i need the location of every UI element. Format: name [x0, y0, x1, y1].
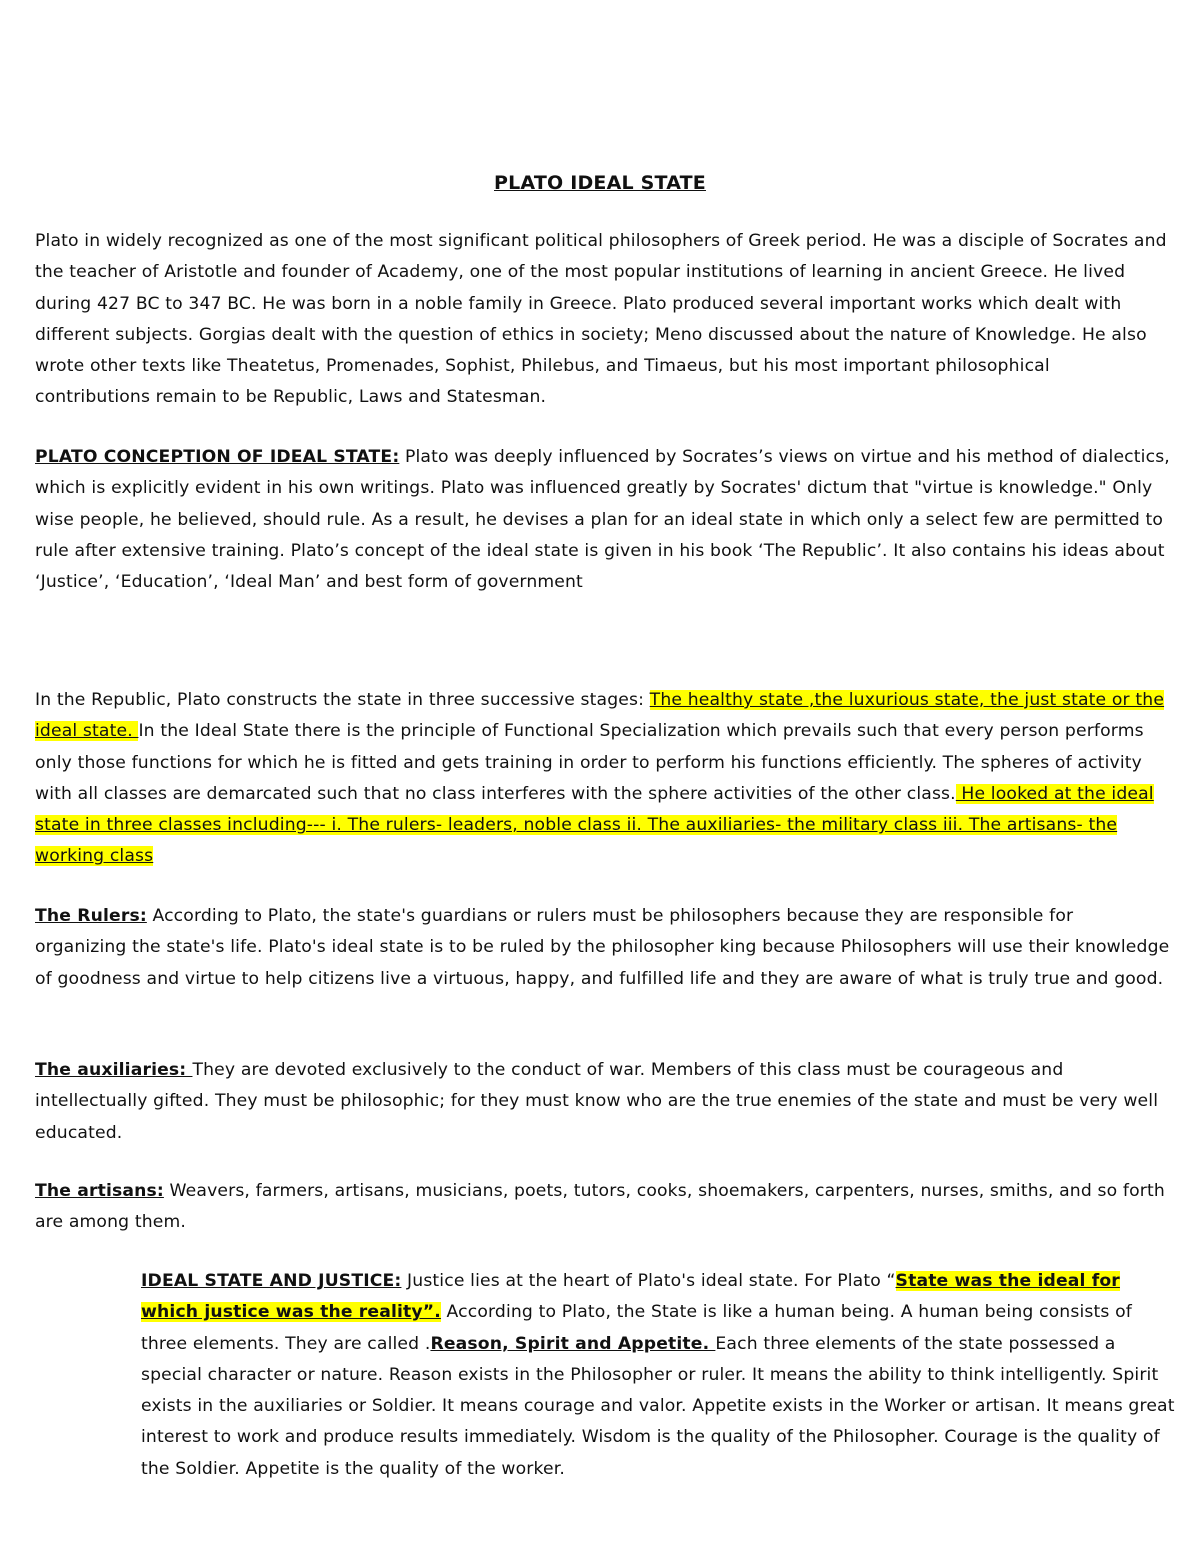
artisans-text: Weavers, farmers, artisans, musicians, poets, tutors, cooks, shoemakers, carpenters, nurses, smiths, and so forth are among them.: [35, 1181, 1165, 1233]
justice-quote-highlight: State was the ideal for which justice was the reality”.: [141, 1271, 1120, 1323]
conception-heading: PLATO CONCEPTION OF IDEAL STATE:: [35, 447, 400, 467]
republic-paragraph: [35, 685, 1170, 873]
justice-heading: IDEAL STATE AND JUSTICE:: [141, 1271, 402, 1291]
rulers-text: According to Plato, the state's guardians or rulers must be philosophers because they are responsible for organizing the state's life. Plato's ideal state is to be ruled by the philosopher king because Philosophers will use their knowledge of goodness and virtue to help citizens live a virtuous, happy, and fulfilled life and they are aware of what is truly true and good.: [35, 906, 1170, 989]
rulers-heading: The Rulers:: [35, 906, 147, 926]
justice-text-2: According to Plato, the State is like a human being. A human being consists of three elements. They are called .: [141, 1302, 1132, 1354]
artisans-paragraph: [35, 1176, 1170, 1239]
classes-highlight: He looked at the ideal state in three classes including--- i. The rulers- leaders, noble class ii. The auxiliaries- the military class iii. The artisans- the working class: [35, 783, 1154, 867]
conception-text: Plato was deeply influenced by Socrates’s views on virtue and his method of dialectics, which is explicitly evident in his own writings. Plato was influenced greatly by Socrates' dictum that "virtue is knowledge." Only wise people, he believed, should rule. As a result, he devises a plan for an ideal state in which only a select few are permitted to rule after extensive training. Plato’s concept of the ideal state is given in his book ‘The Republic’. It also contains his ideas about ‘Justice’, ‘Education’, ‘Ideal Man’ and best form of government: [35, 447, 1170, 593]
justice-paragraph: [141, 1266, 1176, 1485]
three-elements: Reason, Spirit and Appetite.: [430, 1333, 716, 1354]
artisans-heading: The artisans:: [35, 1181, 164, 1201]
intro-paragraph: Plato in widely recognized as one of the most significant political philosophers of Greek period. He was a disciple of Socrates and the teacher of Aristotle and founder of Academy, one of the most popular institutions of learning in ancient Greece. He lived during 427 BC to 347 BC. He was born in a noble family in Greece. Plato produced several important works which dealt with different subjects. Gorgias dealt with the question of ethics in society; Meno discussed about the nature of Knowledge. He also wrote other texts like Theatetus, Promenades, Sophist, Philebus, and Timaeus, but his most important philosophical contributions remain to be Republic, Laws and Statesman.: [35, 231, 1167, 408]
republic-text-1: In the Republic, Plato constructs the state in three successive stages:: [35, 690, 650, 710]
stages-highlight: The healthy state ,the luxurious state, the just state or the ideal state.: [35, 690, 1165, 742]
justice-text-1: Justice lies at the heart of Plato's ideal state. For Plato “: [401, 1271, 896, 1291]
conception-paragraph: [35, 442, 1170, 598]
rulers-paragraph: [35, 901, 1170, 995]
republic-text-2: In the Ideal State there is the principle of Functional Specialization which prevails such that every person performs only those functions for which he is fitted and gets training in order to perform his functions efficiently. The spheres of activity with all classes are demarcated such that no class interferes with the sphere activities of the other class.: [35, 721, 1144, 804]
auxiliaries-paragraph: [35, 1055, 1170, 1149]
auxiliaries-text: They are devoted exclusively to the conduct of war. Members of this class must be courageous and intellectually gifted. They must be philosophic; for they must know who are the true enemies of the state and must be very well educated.: [35, 1060, 1159, 1143]
page-title: PLATO IDEAL STATE: [494, 172, 706, 194]
justice-text-3: Each three elements of the state possessed a special character or nature. Reason exists in the Philosopher or ruler. It means the ability to think intelligently. Spirit exists in the auxiliaries or Soldier. It means courage and valor. Appetite exists in the Worker or artisan. It means great interest to work and produce results immediately. Wisdom is the quality of the Philosopher. Courage is the quality of the Soldier. Appetite is the quality of the worker.: [141, 1333, 1175, 1479]
auxiliaries-heading: The auxiliaries:: [35, 1060, 193, 1080]
